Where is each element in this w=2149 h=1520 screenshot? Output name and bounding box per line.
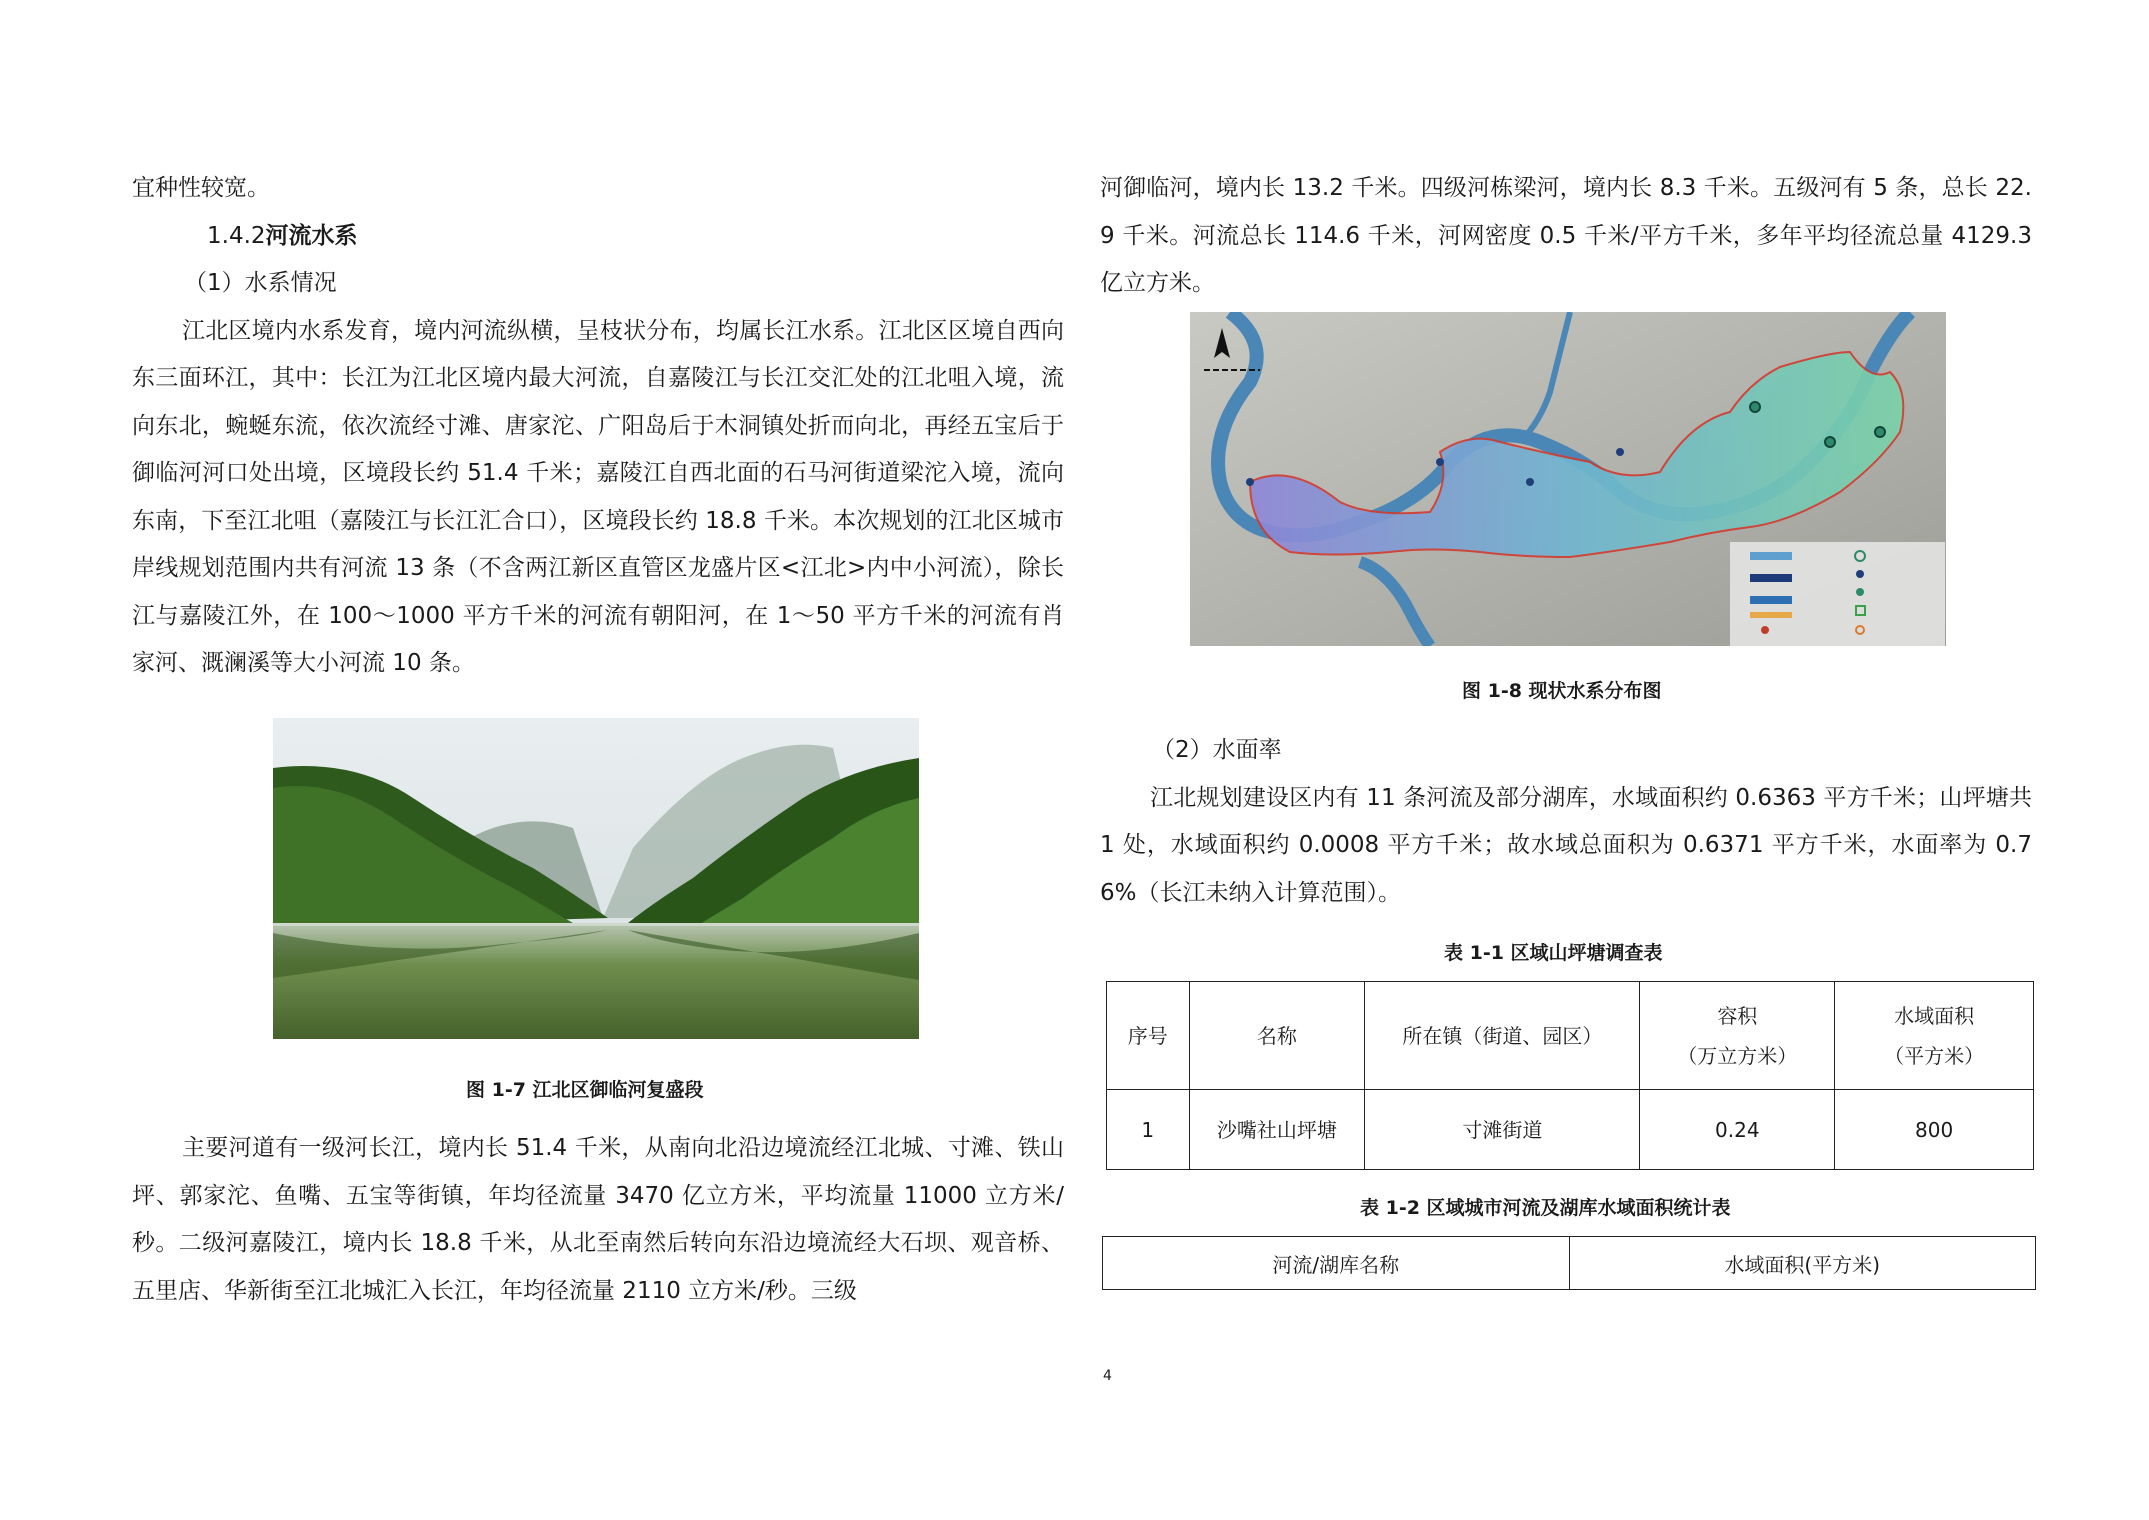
table-caption-1-1: 表 1-1 区域山坪塘调查表 [1444,942,1663,964]
paragraph-continued: 宜种性较宽。 [132,175,270,201]
header-area-label: 水域面积 [1894,1003,1975,1028]
header-volume-label: 容积 [1717,1003,1758,1028]
figure-caption-1-7: 图 1-7 江北区御临河复盛段 [466,1079,704,1101]
header-area-unit: （平方米） [1884,1043,1985,1068]
header-town: 所在镇（街道、园区） [1365,982,1640,1090]
table-header-row [1103,1237,2036,1290]
cell-town: 寸滩街道 [1365,1090,1640,1170]
paragraph-rivers-continued: 河御临河，境内长 13.2 千米。四级河栋梁河，境内长 8.3 千米。五级河有 5 条，总长 22.9 千米。河流总长 114.6 千米，河网密度 0.5 千米/平方千米，多年平均径流总量 4129.3 亿立方米。 [1100,175,2032,296]
cell-volume: 0.24 [1640,1090,1835,1170]
right-column-water-rate [1100,727,2032,917]
river-landscape-image [273,718,919,1039]
section-number: 1.4.2 [207,222,266,249]
river-photo [273,718,919,1039]
pond-survey-table [1106,981,2034,1170]
header-volume [1640,982,1835,1090]
cell-no: 1 [1107,1090,1190,1170]
header-volume-unit: （万立方米） [1677,1043,1798,1068]
subsection-water-rate: （2）水面率 [1152,737,1282,763]
subsection-water-system: （1）水系情况 [184,270,337,296]
figure-caption-1-8: 图 1-8 现状水系分布图 [1462,680,1662,702]
table-row [1107,1090,2034,1170]
section-title: 河流水系 [265,222,358,249]
table-header-row [1107,982,2034,1090]
paragraph-main-rivers: 主要河道有一级河长江，境内长 51.4 千米，从南向北沿边境流经江北城、寸滩、铁山坪、郭家沱、鱼嘴、五宝等街镇，年均径流量 3470 亿立方米，平均流量 11000 立方米/秒。二级河嘉陵江，境内长 18.8 千米，从北至南然后转向东沿边境流经大石坝、观音桥、五里店、华新街至江北城汇入长江，年均径流量 2110 立方米/秒。三级 [132,1135,1064,1304]
cell-name: 沙嘴社山坪塘 [1189,1090,1365,1170]
cell-area: 800 [1835,1090,2034,1170]
page-number: 4 [1103,1368,1112,1384]
section-heading [132,213,1064,261]
paragraph-water-rate: 江北规划建设区内有 11 条河流及部分湖库，水域面积约 0.6363 平方千米；山坪塘共 1 处，水域面积约 0.0008 平方千米；故水域总面积为 0.6371 平方千米，水面率为 0.76%（长江未纳入计算范围）。 [1100,784,2032,906]
paragraph-water-system: 江北区境内水系发育，境内河流纵横，呈枝状分布，均属长江水系。江北区区境自西向东三面环江，其中：长江为江北区境内最大河流，自嘉陵江与长江交汇处的江北咀入境，流向东北，蜿蜒东流，依次流经寸滩、唐家沱、广阳岛后于木洞镇处折而向北，再经五宝后于御临河河口处出境，区境段长约 51.4 千米；嘉陵江自西北面的石马河街道梁沱入境，流向东南，下至江北咀（嘉陵江与长江汇合口），区境段长约 18.8 千米。本次规划的江北区城市岸线规划范围内共有河流 13 条（不含两江新区直管区龙盛片区<江北>内中小河流），除长江与嘉陵江外，在 100～1000 平方千米的河流有朝阳河，在 1～50 平方千米的河流有肖家河、溉澜溪等大小河流 10 条。 [132,317,1064,676]
header-water-area: 水域面积(平方米) [1569,1237,2036,1290]
header-name: 名称 [1189,982,1365,1090]
header-no: 序号 [1107,982,1190,1090]
water-system-map-image [1190,312,1946,646]
header-area [1835,982,2034,1090]
left-column-lower [132,1125,1064,1315]
left-column [132,165,1064,688]
water-system-map [1190,312,1946,646]
header-river-name: 河流/湖库名称 [1103,1237,1570,1290]
water-area-table [1102,1236,2036,1290]
table-caption-1-2: 表 1-2 区域城市河流及湖库水域面积统计表 [1360,1197,1731,1219]
right-column [1100,165,2032,308]
